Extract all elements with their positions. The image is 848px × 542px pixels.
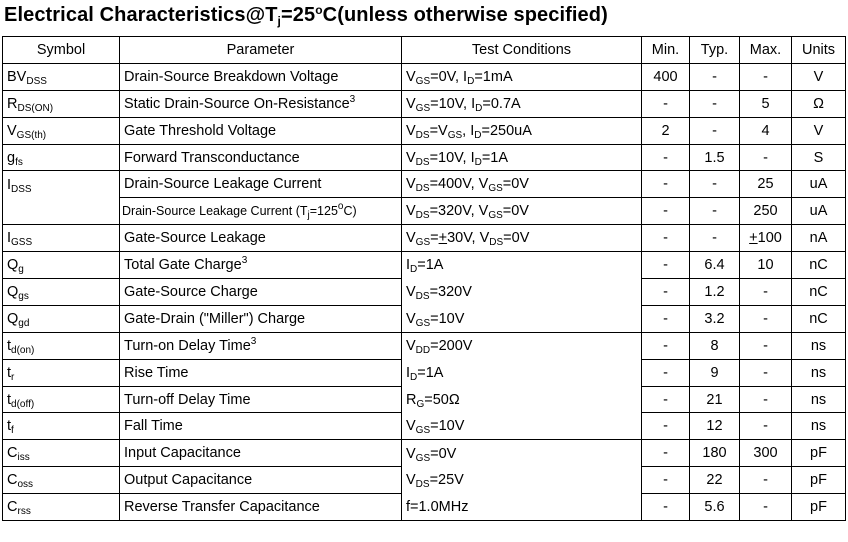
cell-units: pF: [792, 494, 846, 521]
cell-symbol: $g_{fs}$: [3, 144, 120, 171]
table-row: [3, 305, 846, 332]
cell-typ: -: [690, 117, 740, 144]
cell-min: -: [642, 144, 690, 171]
cell-parameter: Total Gate Charge$^3$: [120, 252, 402, 279]
cell-parameter: Output Capacitance: [120, 467, 402, 494]
cell-parameter: Drain-Source Leakage Current: [120, 171, 402, 198]
cell-symbol: [3, 198, 120, 225]
cell-test-conditions: $V_{GS}=0V$: [402, 440, 642, 467]
cell-typ: -: [690, 225, 740, 252]
table-row: [3, 359, 846, 386]
header-test-conditions: Test Conditions: [402, 37, 642, 64]
cell-test-conditions: $V_{DD}=200V$: [402, 332, 642, 359]
cell-test-conditions: $I_D=1A$: [402, 359, 642, 386]
cell-units: nC: [792, 252, 846, 279]
cell-test-conditions: $R_G=50\Omega$: [402, 386, 642, 413]
cell-min: -: [642, 413, 690, 440]
cell-parameter: Drain-Source Breakdown Voltage: [120, 63, 402, 90]
cell-max: -: [740, 63, 792, 90]
cell-symbol: $C_{oss}$: [3, 467, 120, 494]
cell-symbol: $Q_g$: [3, 252, 120, 279]
cell-min: 400: [642, 63, 690, 90]
cell-parameter: Turn-off Delay Time: [120, 386, 402, 413]
cell-test-conditions: $V_{DS}=320V$, $V_{GS}=0V$: [402, 198, 642, 225]
cell-symbol: $t_r$: [3, 359, 120, 386]
cell-typ: 6.4: [690, 252, 740, 279]
cell-parameter: Forward Transconductance: [120, 144, 402, 171]
cell-min: -: [642, 467, 690, 494]
cell-units: ns: [792, 413, 846, 440]
cell-test-conditions: $V_{DS}=25V$: [402, 467, 642, 494]
cell-units: ns: [792, 386, 846, 413]
cell-test-conditions: $V_{DS}=400V$, $V_{GS}=0V$: [402, 171, 642, 198]
cell-min: -: [642, 90, 690, 117]
cell-max: -: [740, 413, 792, 440]
cell-typ: 5.6: [690, 494, 740, 521]
cell-max: 300: [740, 440, 792, 467]
cell-max: -: [740, 305, 792, 332]
cell-typ: 8: [690, 332, 740, 359]
cell-typ: -: [690, 171, 740, 198]
cell-typ: 12: [690, 413, 740, 440]
cell-test-conditions: f=1.0MHz: [402, 494, 642, 521]
table-row: [3, 171, 846, 198]
cell-max: 4: [740, 117, 792, 144]
cell-max: -: [740, 359, 792, 386]
cell-units: nA: [792, 225, 846, 252]
cell-symbol: $C_{rss}$: [3, 494, 120, 521]
cell-units: V: [792, 117, 846, 144]
table-row: [3, 90, 846, 117]
cell-typ: 22: [690, 467, 740, 494]
table-row: [3, 279, 846, 306]
cell-symbol: $t_{d(off)}$: [3, 386, 120, 413]
cell-units: pF: [792, 467, 846, 494]
table-row: [3, 117, 846, 144]
table-row: [3, 252, 846, 279]
cell-min: -: [642, 252, 690, 279]
table-row: [3, 144, 846, 171]
cell-symbol: $C_{iss}$: [3, 440, 120, 467]
cell-parameter: Gate-Source Leakage: [120, 225, 402, 252]
cell-max: -: [740, 467, 792, 494]
cell-test-conditions: $I_D=1A$: [402, 252, 642, 279]
cell-typ: -: [690, 63, 740, 90]
header-symbol: Symbol: [3, 37, 120, 64]
cell-units: uA: [792, 171, 846, 198]
cell-min: 2: [642, 117, 690, 144]
cell-max: 10: [740, 252, 792, 279]
cell-test-conditions: $V_{DS}=10V$, $I_D=1A$: [402, 144, 642, 171]
page-title: Electrical $Characteristics@T_j=25^oC(unless$ otherwise specified): [4, 3, 608, 28]
cell-max: -: [740, 144, 792, 171]
table-row: [3, 332, 846, 359]
cell-symbol: $Q_{gd}$: [3, 305, 120, 332]
cell-parameter: Fall Time: [120, 413, 402, 440]
cell-max: -: [740, 494, 792, 521]
cell-typ: 1.5: [690, 144, 740, 171]
cell-units: pF: [792, 440, 846, 467]
cell-parameter: Gate-Drain ("Miller") Charge: [120, 305, 402, 332]
table-row: [3, 467, 846, 494]
cell-parameter: Input Capacitance: [120, 440, 402, 467]
cell-parameter: Rise Time: [120, 359, 402, 386]
cell-parameter: Static Drain-Source On-Resistance$^3$: [120, 90, 402, 117]
table-row: [3, 63, 846, 90]
cell-min: -: [642, 332, 690, 359]
cell-units: uA: [792, 198, 846, 225]
cell-max: -: [740, 332, 792, 359]
cell-parameter: Turn-on Delay Time$^3$: [120, 332, 402, 359]
cell-units: ns: [792, 332, 846, 359]
cell-typ: 3.2: [690, 305, 740, 332]
cell-min: -: [642, 386, 690, 413]
cell-units: nC: [792, 305, 846, 332]
cell-min: -: [642, 440, 690, 467]
cell-min: -: [642, 198, 690, 225]
table-row: [3, 225, 846, 252]
header-max: Max.: [740, 37, 792, 64]
table-row: [3, 198, 846, 225]
cell-typ: 9: [690, 359, 740, 386]
table-row: [3, 386, 846, 413]
cell-symbol: $V_{GS(th)}$: [3, 117, 120, 144]
cell-min: -: [642, 225, 690, 252]
cell-min: -: [642, 279, 690, 306]
cell-units: Ω: [792, 90, 846, 117]
cell-symbol: $Q_{gs}$: [3, 279, 120, 306]
cell-parameter: Drain-Source Leakage Current $(T_j=125^oC)$: [120, 198, 402, 225]
cell-max: -: [740, 386, 792, 413]
cell-test-conditions: $V_{DS}=V_{GS}$, $I_D=250uA$: [402, 117, 642, 144]
cell-max: -: [740, 279, 792, 306]
cell-typ: -: [690, 198, 740, 225]
cell-symbol: $t_f$: [3, 413, 120, 440]
table-row: [3, 440, 846, 467]
cell-max: 5: [740, 90, 792, 117]
cell-max: +100: [740, 225, 792, 252]
cell-max: 250: [740, 198, 792, 225]
table-row: [3, 494, 846, 521]
cell-units: V: [792, 63, 846, 90]
cell-typ: 21: [690, 386, 740, 413]
cell-parameter: Gate-Source Charge: [120, 279, 402, 306]
cell-typ: -: [690, 90, 740, 117]
characteristics-table: [2, 36, 846, 521]
cell-parameter: Reverse Transfer Capacitance: [120, 494, 402, 521]
cell-symbol: $I_{GSS}$: [3, 225, 120, 252]
cell-units: S: [792, 144, 846, 171]
cell-test-conditions: $V_{DS}=320V$: [402, 279, 642, 306]
cell-test-conditions: $V_{GS}=10V$, $I_D=0.7A$: [402, 90, 642, 117]
cell-units: ns: [792, 359, 846, 386]
cell-max: 25: [740, 171, 792, 198]
cell-symbol: $BV_{DSS}$: [3, 63, 120, 90]
header-min: Min.: [642, 37, 690, 64]
cell-typ: 180: [690, 440, 740, 467]
cell-typ: 1.2: [690, 279, 740, 306]
header-parameter: Parameter: [120, 37, 402, 64]
cell-parameter: Gate Threshold Voltage: [120, 117, 402, 144]
cell-min: -: [642, 494, 690, 521]
table-header-row: [3, 37, 846, 64]
cell-symbol: $R_{DS(ON)}$: [3, 90, 120, 117]
cell-symbol: $I_{DSS}$: [3, 171, 120, 198]
cell-test-conditions: $V_{GS}=+30V$, $V_{DS}=0V$: [402, 225, 642, 252]
cell-test-conditions: $V_{GS}=10V$: [402, 413, 642, 440]
header-typ: Typ.: [690, 37, 740, 64]
cell-min: -: [642, 305, 690, 332]
cell-symbol: $t_{d(on)}$: [3, 332, 120, 359]
cell-units: nC: [792, 279, 846, 306]
cell-test-conditions: $V_{GS}=0V$, $I_D=1mA$: [402, 63, 642, 90]
cell-test-conditions: $V_{GS}=10V$: [402, 305, 642, 332]
header-units: Units: [792, 37, 846, 64]
table-row: [3, 413, 846, 440]
cell-min: -: [642, 171, 690, 198]
cell-min: -: [642, 359, 690, 386]
